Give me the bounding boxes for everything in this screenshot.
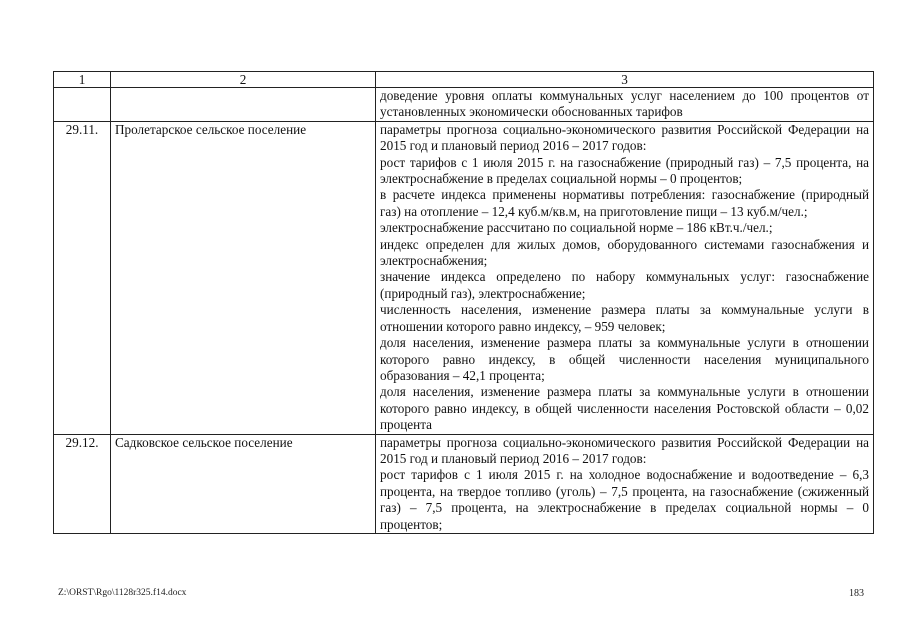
description-paragraph: доля населения, изменение размера платы за коммунальные услуги в отношении которого равно индексу, в общей численности населения Ростовской области – 0,02 процента bbox=[380, 384, 869, 433]
description-paragraph: электроснабжение рассчитано по социальной норме – 186 кВт.ч./чел.; bbox=[380, 220, 773, 236]
row-description-cell bbox=[376, 121, 874, 434]
table-header-row bbox=[54, 72, 874, 88]
description-paragraph: в расчете индекса применены нормативы потребления: газоснабжение (природный газ) на отопление – 12,4 куб.м/кв.м, на приготовление пищи – 13 куб.м/чел.; bbox=[380, 187, 869, 219]
table-row-carry-over bbox=[54, 88, 874, 122]
tariff-index-table bbox=[53, 71, 874, 534]
table-row-29-12 bbox=[54, 434, 874, 533]
description-paragraph: значение индекса определено по набору коммунальных услуг: газоснабжение (природный газ), электроснабжение; bbox=[380, 269, 869, 301]
description-paragraph: численность населения, изменение размера платы за коммунальные услуги в отношении которого равно индексу, – 959 человек; bbox=[380, 302, 869, 334]
row-name-cell bbox=[111, 88, 376, 122]
row-number-cell: 29.12. bbox=[54, 434, 111, 533]
description-paragraph: параметры прогноза социально-экономического развития Российской Федерации на 2015 год и плановый период 2016 – 2017 годов: bbox=[380, 121, 869, 154]
row-number-cell: 29.11. bbox=[54, 121, 111, 434]
column-header-3: 3 bbox=[376, 72, 874, 88]
column-header-1: 1 bbox=[54, 72, 111, 88]
row-description-cell bbox=[376, 434, 874, 533]
footer-file-path: Z:\ORST\Rgo\1128r325.f14.docx bbox=[58, 588, 187, 598]
footer-page-number: 183 bbox=[849, 588, 864, 599]
description-paragraph: рост тарифов с 1 июля 2015 г. на газоснабжение (природный газ) – 7,5 процента, на электроснабжение в пределах социальной нормы – 0 процентов; bbox=[380, 154, 869, 187]
row-description-cell bbox=[376, 88, 874, 122]
description-paragraph: доля населения, изменение размера платы за коммунальные услуги в отношении которого равно индексу, в общей численности населения муниципального образования – 42,1 процента; bbox=[380, 335, 869, 383]
description-paragraph: индекс определен для жилых домов, оборудованного системами газоснабжения и электроснабжения; bbox=[380, 236, 869, 269]
column-header-2: 2 bbox=[111, 72, 376, 88]
row-name-cell: Садковское сельское поселение bbox=[111, 434, 376, 533]
row-number-cell bbox=[54, 88, 111, 122]
row-name-cell: Пролетарское сельское поселение bbox=[111, 121, 376, 434]
description-paragraph: параметры прогноза социально-экономического развития Российской Федерации на 2015 год и плановый период 2016 – 2017 годов: bbox=[380, 434, 869, 466]
description-paragraph: рост тарифов с 1 июля 2015 г. на холодное водоснабжение и водоотведение – 6,3 процента, на твердое топливо (уголь) – 7,5 процента, на газоснабжение (сжиженный газ) – 7,5 процента, на электроснабжение в пределах социальной нормы – 0 процентов; bbox=[380, 467, 869, 532]
table-row-29-11 bbox=[54, 121, 874, 434]
description-paragraph: доведение уровня оплаты коммунальных услуг населением до 100 процентов от установленных экономически обоснованных тарифов bbox=[380, 88, 869, 120]
